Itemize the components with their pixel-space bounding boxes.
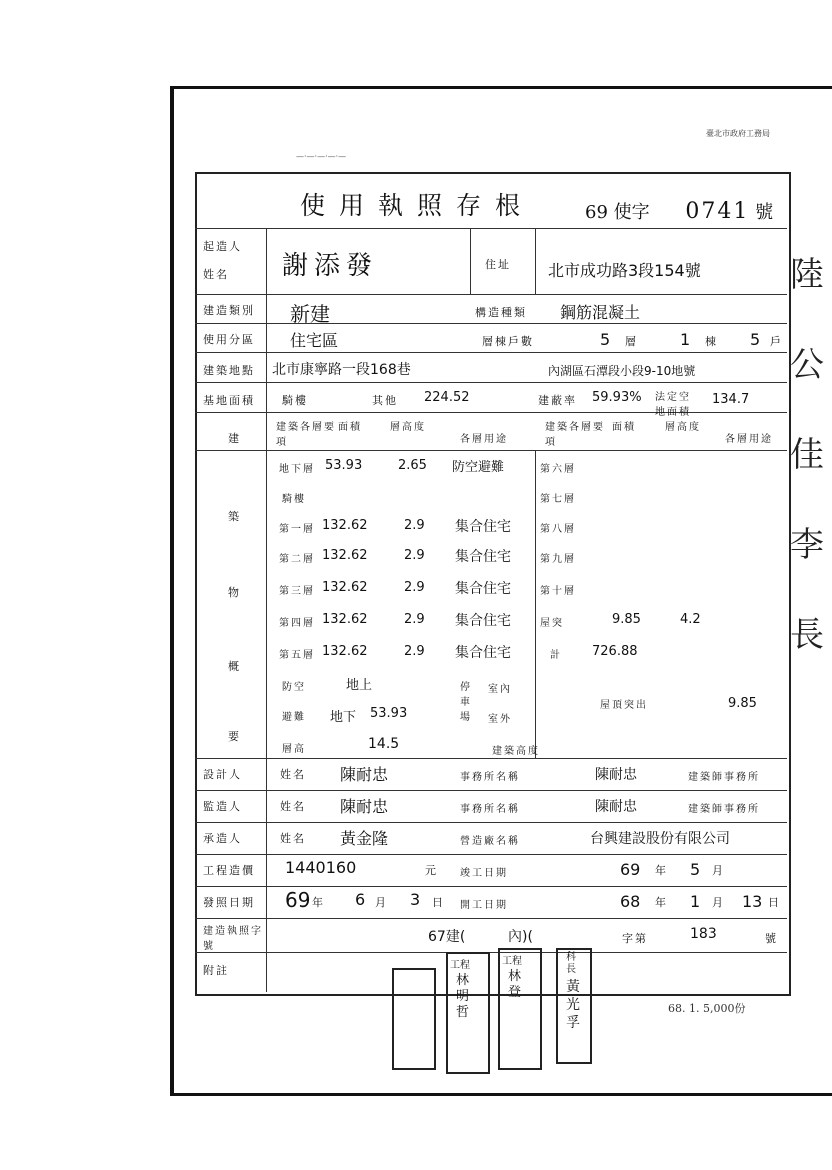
margin-char: 李 xyxy=(790,525,824,565)
label-site: 建築地點 xyxy=(203,364,255,377)
margin-char: 佳 xyxy=(790,435,824,475)
grid-line xyxy=(195,294,787,295)
label-permit-ref: 建造執照字號 xyxy=(203,926,263,952)
permit-zi: 字第 xyxy=(622,932,648,945)
unit-count: 5 xyxy=(750,330,761,349)
margin-char: 陸 xyxy=(790,255,824,295)
margin-char: 公 xyxy=(790,345,824,385)
row-f1: 第一層 xyxy=(279,524,315,535)
grid-line xyxy=(470,228,471,294)
label-other: 其他 xyxy=(372,394,398,407)
comp-year: 69 xyxy=(620,860,641,879)
roof-height: 4.2 xyxy=(680,612,701,627)
section-char: 建 xyxy=(228,432,241,445)
start-day: 13 xyxy=(742,892,763,911)
section-char: 物 xyxy=(228,586,241,599)
label-name: 姓名 xyxy=(203,268,229,281)
air-upper: 地上 xyxy=(346,678,373,693)
col-header-usage: 各層用途 xyxy=(460,434,508,445)
col-header-area: 面積 xyxy=(338,422,362,433)
label-office: 事務所名稱 xyxy=(460,804,520,815)
contractor-firm: 台興建設股份有限公司 xyxy=(590,831,730,847)
grid-line xyxy=(195,822,787,823)
open-area: 134.7 xyxy=(712,392,750,407)
grid-line xyxy=(195,758,787,759)
row-f2: 第二層 xyxy=(279,554,315,565)
start-year: 68 xyxy=(620,892,641,911)
site-address: 北市康寧路一段168巷 xyxy=(272,362,411,378)
header-stamp-text: 臺北市政府工務局 xyxy=(706,129,770,138)
f3-area: 132.62 xyxy=(322,580,368,595)
label-contractor: 承造人 xyxy=(203,832,242,845)
seal-box-1 xyxy=(392,968,436,1070)
label-build-type: 建造類別 xyxy=(203,304,255,317)
issue-day: 3 xyxy=(410,890,421,909)
basement-area: 53.93 xyxy=(325,458,363,473)
f2-use: 集合住宅 xyxy=(455,549,511,565)
permit-suffix: 號 xyxy=(755,202,774,223)
col-header-area-2: 面積 xyxy=(612,422,636,433)
row-f10: 第十層 xyxy=(540,586,576,597)
unit-yuan: 元 xyxy=(425,864,438,877)
label-parking: 停車場 xyxy=(460,682,472,723)
owner-address: 北市成功路3段154號 xyxy=(548,261,701,280)
unit-house: 戶 xyxy=(770,335,783,348)
grid-line xyxy=(195,790,787,791)
section-char: 概 xyxy=(228,660,241,673)
row-roof: 屋突 xyxy=(540,618,564,629)
top-dots: —·—·—·—·— xyxy=(296,152,347,161)
row-f7: 第七層 xyxy=(540,494,576,505)
label-open-area: 法定空地面積 xyxy=(655,392,691,418)
label-office: 事務所名稱 xyxy=(460,772,520,783)
label-firm: 營造廠名稱 xyxy=(460,836,520,847)
f5-height: 2.9 xyxy=(404,644,425,659)
grid-line xyxy=(195,352,787,353)
unit-day: 日 xyxy=(432,896,445,909)
grid-line xyxy=(195,412,787,413)
unit-month: 月 xyxy=(712,896,725,909)
f4-height: 2.9 xyxy=(404,612,425,627)
f1-height: 2.9 xyxy=(404,518,425,533)
row-f5: 第五層 xyxy=(279,650,315,661)
seal-2-title: 工程 xyxy=(450,960,470,971)
col-header-items: 建築各層要項 xyxy=(276,422,336,448)
unit-bldg: 棟 xyxy=(705,335,718,348)
f2-area: 132.62 xyxy=(322,548,368,563)
label-supervisor: 監造人 xyxy=(203,800,242,813)
grid-line xyxy=(195,228,787,229)
label-issue-date: 發照日期 xyxy=(203,896,255,909)
contractor-name: 黃金隆 xyxy=(340,829,389,848)
designer-name: 陳耐忠 xyxy=(340,765,389,784)
form-code: 68. 1. 5,000份 xyxy=(668,1002,746,1015)
permit-type: 使字 xyxy=(613,202,650,223)
f2-height: 2.9 xyxy=(404,548,425,563)
row-total: 計 xyxy=(550,650,562,661)
basement-height: 2.65 xyxy=(398,458,427,473)
label-outdoor: 室外 xyxy=(488,714,512,725)
permit-hao: 號 xyxy=(765,932,778,945)
label-cost: 工程造價 xyxy=(203,864,255,877)
permit-ref-no: 183 xyxy=(690,926,717,942)
unit-floor: 層 xyxy=(625,335,638,348)
seal-4-title: 科長 xyxy=(566,952,576,975)
label-site-area: 基地面積 xyxy=(203,394,255,407)
start-month: 1 xyxy=(690,892,701,911)
label-zone: 使用分區 xyxy=(203,333,255,346)
label-building-height: 建築高度 xyxy=(492,746,540,757)
row-arcade: 騎樓 xyxy=(282,494,306,505)
grid-line xyxy=(195,450,787,451)
label-address: 住址 xyxy=(485,258,511,271)
bldg-count: 1 xyxy=(680,330,691,349)
super-office-suffix: 建築師事務所 xyxy=(688,804,760,815)
floor-count: 5 xyxy=(600,330,611,349)
seal-box-3 xyxy=(498,948,542,1070)
f5-use: 集合住宅 xyxy=(455,645,511,661)
row-height: 層高 xyxy=(282,744,306,755)
coverage: 59.93% xyxy=(592,390,642,405)
basement-use: 防空避難 xyxy=(452,460,505,475)
seal-4-name: 黃光孚 xyxy=(566,979,580,1031)
cost-value: 1440160 xyxy=(285,858,357,877)
col-header-height-2: 層高度 xyxy=(665,422,701,433)
grid-line xyxy=(195,323,787,324)
unit-year: 年 xyxy=(655,896,668,909)
grid-line xyxy=(195,886,787,887)
row-basement: 地下層 xyxy=(279,464,315,475)
label-coverage: 建蔽率 xyxy=(538,394,577,407)
seal-3-title: 工程 xyxy=(502,956,522,967)
label-arcade: 騎樓 xyxy=(282,394,308,407)
permit-prefix: 67建( xyxy=(428,929,466,945)
label-designer: 設計人 xyxy=(203,768,242,781)
permit-mid: 內)( xyxy=(508,929,533,945)
roof-area: 9.85 xyxy=(612,612,641,627)
unit-day: 日 xyxy=(768,896,781,909)
roof-out: 9.85 xyxy=(728,696,757,711)
other-area: 224.52 xyxy=(424,390,470,405)
designer-office: 陳耐忠 xyxy=(595,767,637,783)
usage-zone: 住宅區 xyxy=(290,331,339,350)
section-char: 要 xyxy=(228,730,241,743)
build-type: 新建 xyxy=(290,302,330,326)
section-char: 築 xyxy=(228,510,241,523)
grid-line xyxy=(535,450,536,758)
f3-use: 集合住宅 xyxy=(455,581,511,597)
label-roof-out: 屋頂突出 xyxy=(600,700,648,711)
row-air-defense: 防空 xyxy=(282,682,306,693)
row-f6: 第六層 xyxy=(540,464,576,475)
label-person-name: 姓名 xyxy=(280,800,306,813)
col-header-items-2: 建築各層要項 xyxy=(545,422,605,448)
super-office: 陳耐忠 xyxy=(595,799,637,815)
height-val: 14.5 xyxy=(368,736,400,752)
unit-year: 年 xyxy=(655,864,668,877)
super-name: 陳耐忠 xyxy=(340,797,389,816)
unit-year: 年 xyxy=(312,896,325,909)
comp-month: 5 xyxy=(690,860,701,879)
label-person-name: 姓名 xyxy=(280,832,306,845)
right-margin-text xyxy=(790,230,824,680)
f4-use: 集合住宅 xyxy=(455,613,511,629)
seal-box-4 xyxy=(556,948,592,1064)
grid-line xyxy=(266,228,267,992)
label-remarks: 附註 xyxy=(203,964,229,977)
f4-area: 132.62 xyxy=(322,612,368,627)
air-lower: 地下 xyxy=(330,710,357,725)
site-lot: 內湖區石潭段小段9-10地號 xyxy=(548,364,696,378)
row-f4: 第四層 xyxy=(279,618,315,629)
total-area: 726.88 xyxy=(592,644,638,659)
grid-line xyxy=(195,854,787,855)
structure-type: 鋼筋混凝土 xyxy=(560,303,641,322)
label-person-name: 姓名 xyxy=(280,768,306,781)
designer-office-suffix: 建築師事務所 xyxy=(688,772,760,783)
f3-height: 2.9 xyxy=(404,580,425,595)
row-f8: 第八層 xyxy=(540,524,576,535)
row-f9: 第九層 xyxy=(540,554,576,565)
label-start: 開工日期 xyxy=(460,900,508,911)
grid-line xyxy=(195,918,787,919)
issue-year: 69 xyxy=(285,888,311,912)
issue-month: 6 xyxy=(355,890,366,909)
col-header-height: 層高度 xyxy=(390,422,426,433)
grid-line xyxy=(195,382,787,383)
row-shelter: 避難 xyxy=(282,712,306,723)
form-title: 使用執照存根 xyxy=(300,191,535,220)
permit-year: 69 xyxy=(585,202,608,223)
label-floors: 層棟戶數 xyxy=(482,335,534,348)
permit-no: 0741 xyxy=(685,199,750,224)
label-indoor: 室內 xyxy=(488,684,512,695)
seal-2-name: 林明哲 xyxy=(456,973,470,1020)
f1-use: 集合住宅 xyxy=(455,519,511,535)
row-f3: 第三層 xyxy=(279,586,315,597)
grid-line xyxy=(195,952,787,953)
label-completion: 竣工日期 xyxy=(460,868,508,879)
shelter-area: 53.93 xyxy=(370,706,408,721)
col-header-usage-2: 各層用途 xyxy=(725,434,773,445)
owner-name: 謝添發 xyxy=(282,251,379,281)
unit-month: 月 xyxy=(375,896,388,909)
seal-3-name: 林登 xyxy=(508,969,522,1000)
margin-char: 長 xyxy=(790,615,824,655)
f1-area: 132.62 xyxy=(322,518,368,533)
label-structure: 構造種類 xyxy=(475,306,527,319)
seal-box-2 xyxy=(446,952,490,1074)
permit-number xyxy=(585,198,773,224)
grid-line xyxy=(535,228,536,294)
unit-month: 月 xyxy=(712,864,725,877)
f5-area: 132.62 xyxy=(322,644,368,659)
label-builder: 起造人 xyxy=(203,240,242,253)
